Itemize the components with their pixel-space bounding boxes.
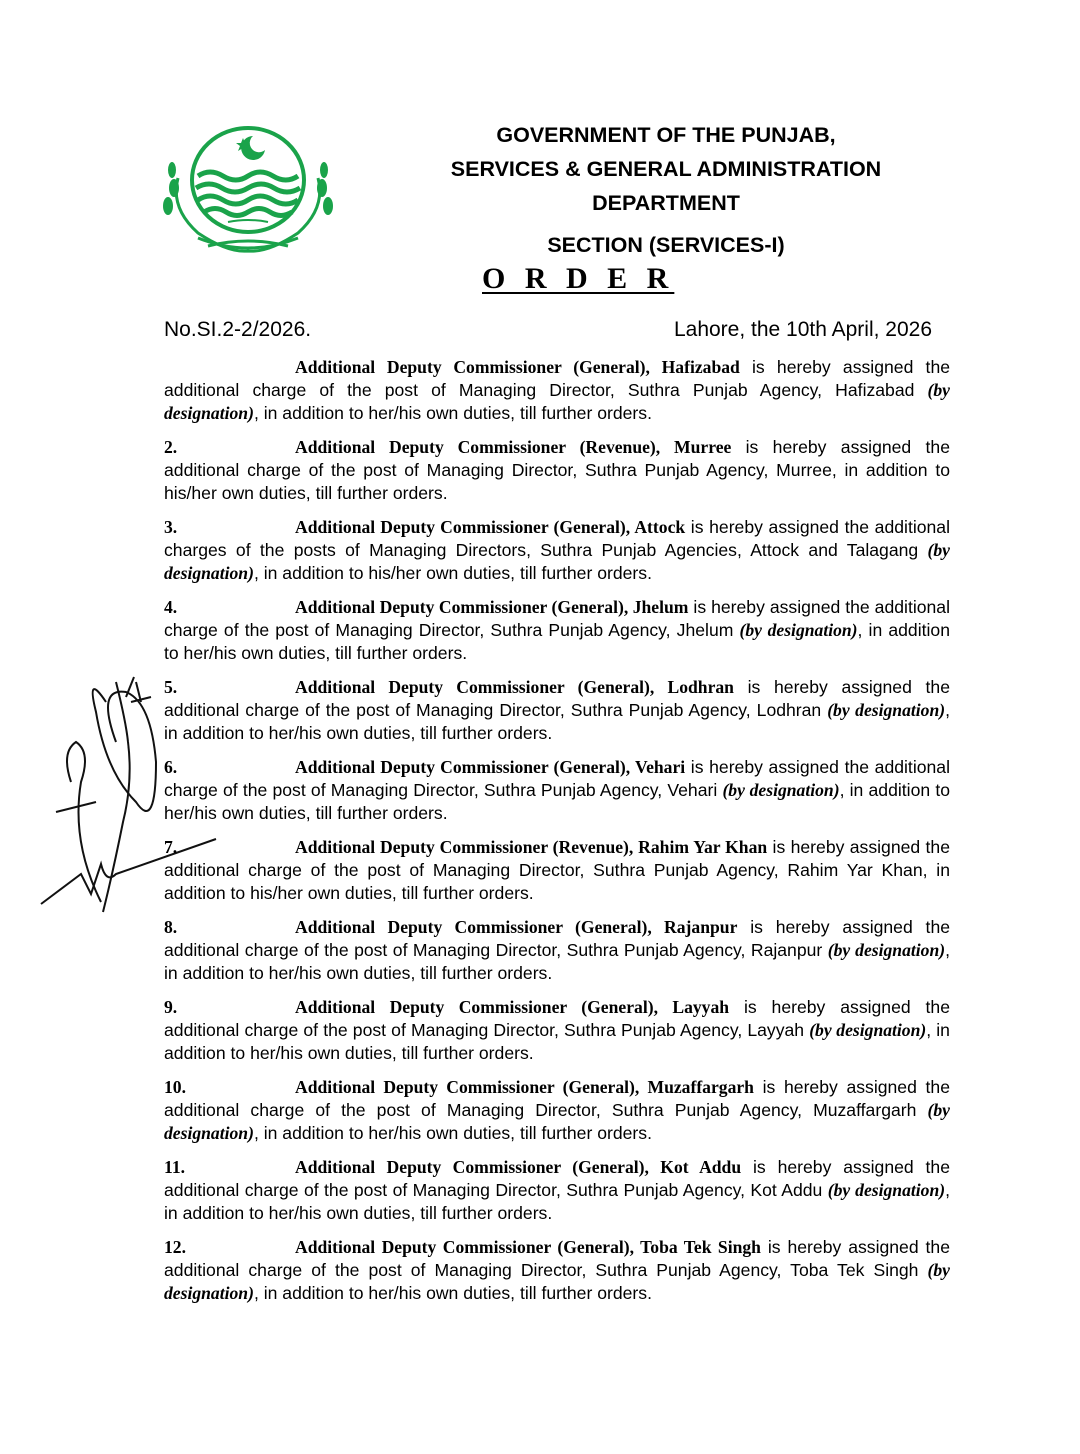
order-paragraph-2: 2. Additional Deputy Commissioner (Revenue), Murree is hereby assigned the additional charge of the post of Managing Director, Suthra Punjab Agency, Murree, in addition to his/her own duties, till further orders. [164,437,950,503]
officer-designation: Additional Deputy Commissioner (General), Attock [295,517,686,537]
order-paragraph-12: 12. Additional Deputy Commissioner (General), Toba Tek Singh is hereby assigned the additional charge of the post of Managing Director, Suthra Punjab Agency, Toba Tek Singh (by designation), in addition to her/his own duties, till further orders. [164,1237,950,1303]
officer-designation: Additional Deputy Commissioner (General), Vehari [295,757,686,777]
officer-designation: Additional Deputy Commissioner (General), Lodhran [295,677,734,697]
order-paragraph-6: 6. Additional Deputy Commissioner (General), Vehari is hereby assigned the additional charge of the post of Managing Director, Suthra Punjab Agency, Vehari (by designation), in addition to her/his own duties, till further orders. [164,757,950,823]
paragraph-number: 11. [164,1157,186,1177]
paragraph-number: 2. [164,437,178,457]
paragraph-number: 6. [164,757,178,777]
header-line-government: GOVERNMENT OF THE PUNJAB, [496,123,836,147]
place-and-date: Lahore, the 10th April, 2026 [673,318,932,341]
order-paragraph-5: 5. Additional Deputy Commissioner (General), Lodhran is hereby assigned the additional charge of the post of Managing Director, Suthra Punjab Agency, Lodhran (by designation), in addition to her/his own duties, till further orders. [164,677,950,743]
officer-designation: Additional Deputy Commissioner (General), Kot Addu [295,1157,742,1177]
officer-designation: Additional Deputy Commissioner (Revenue), Rahim Yar Khan [295,837,768,857]
paragraph-number: 10. [164,1077,186,1097]
order-paragraph-10: 10. Additional Deputy Commissioner (General), Muzaffargarh is hereby assigned the additional charge of the post of Managing Director, Suthra Punjab Agency, Muzaffargarh (by designation), in addition to her/his own duties, till further orders. [164,1077,950,1143]
header-line-department: SERVICES & GENERAL ADMINISTRATION [450,157,882,181]
officer-designation: Additional Deputy Commissioner (General), Muzaffargarh [295,1077,754,1097]
paragraph-number: 12. [164,1237,186,1257]
officer-designation: Additional Deputy Commissioner (General), Hafizabad [295,357,740,377]
paragraph-number: 9. [164,997,178,1017]
paragraph-number: 3. [164,517,178,537]
officer-designation: Additional Deputy Commissioner (Revenue), Murree [295,437,732,457]
officer-designation: Additional Deputy Commissioner (General), Rajanpur [295,917,738,937]
reference-line [164,318,932,342]
order-title: O R D E R [482,262,675,295]
officer-designation: Additional Deputy Commissioner (General), Toba Tek Singh [295,1237,761,1257]
paragraph-number: 7. [164,837,178,857]
order-paragraph-8: 8. Additional Deputy Commissioner (General), Rajanpur is hereby assigned the additional charge of the post of Managing Director, Suthra Punjab Agency, Rajanpur (by designation), in addition to her/his own duties, till further orders. [164,917,951,983]
order-body [164,356,950,1316]
paragraph-number: 8. [164,917,178,937]
order-paragraph-3: 3. Additional Deputy Commissioner (General), Attock is hereby assigned the additional charges of the posts of Managing Directors, Suthra Punjab Agencies, Attock and Talagang (by designation), in addition to his/her own duties, till further orders. [164,517,951,583]
order-paragraph-4: 4. Additional Deputy Commissioner (General), Jhelum is hereby assigned the additional charge of the post of Managing Director, Suthra Punjab Agency, Jhelum (by designation), in addition to her/his own duties, till further orders. [164,597,951,663]
order-number: No.SI.2-2/2026. [164,318,312,341]
paragraph-number: 5. [164,677,178,697]
officer-designation: Additional Deputy Commissioner (General), Layyah [295,997,730,1017]
order-paragraph-7: 7. Additional Deputy Commissioner (Revenue), Rahim Yar Khan is hereby assigned the additional charge of the post of Managing Director, Suthra Punjab Agency, Rahim Yar Khan, in addition to his/her own duties, till further orders. [164,837,950,903]
punjab-emblem-icon [158,118,338,258]
officer-designation: Additional Deputy Commissioner (General), Jhelum [295,597,689,617]
order-paragraph-11: 11. Additional Deputy Commissioner (General), Kot Addu is hereby assigned the additional charge of the post of Managing Director, Suthra Punjab Agency, Kot Addu (by designation), in addition to her/his own duties, till further orders. [164,1157,950,1223]
order-paragraph-9: 9. Additional Deputy Commissioner (General), Layyah is hereby assigned the additional charge of the post of Managing Director, Suthra Punjab Agency, Layyah (by designation), in addition to her/his own duties, till further orders. [164,997,950,1063]
header-line-department-cont: DEPARTMENT [592,191,740,215]
paragraph-number: 4. [164,597,178,617]
order-paragraph-1: Additional Deputy Commissioner (General), Hafizabad is hereby assigned the additional charge of the post of Managing Director, Suthra Punjab Agency, Hafizabad (by designation), in addition to her/his own duties, till further orders. [164,357,951,423]
section-heading: SECTION (SERVICES-I) [547,233,785,257]
department-header [380,118,952,220]
